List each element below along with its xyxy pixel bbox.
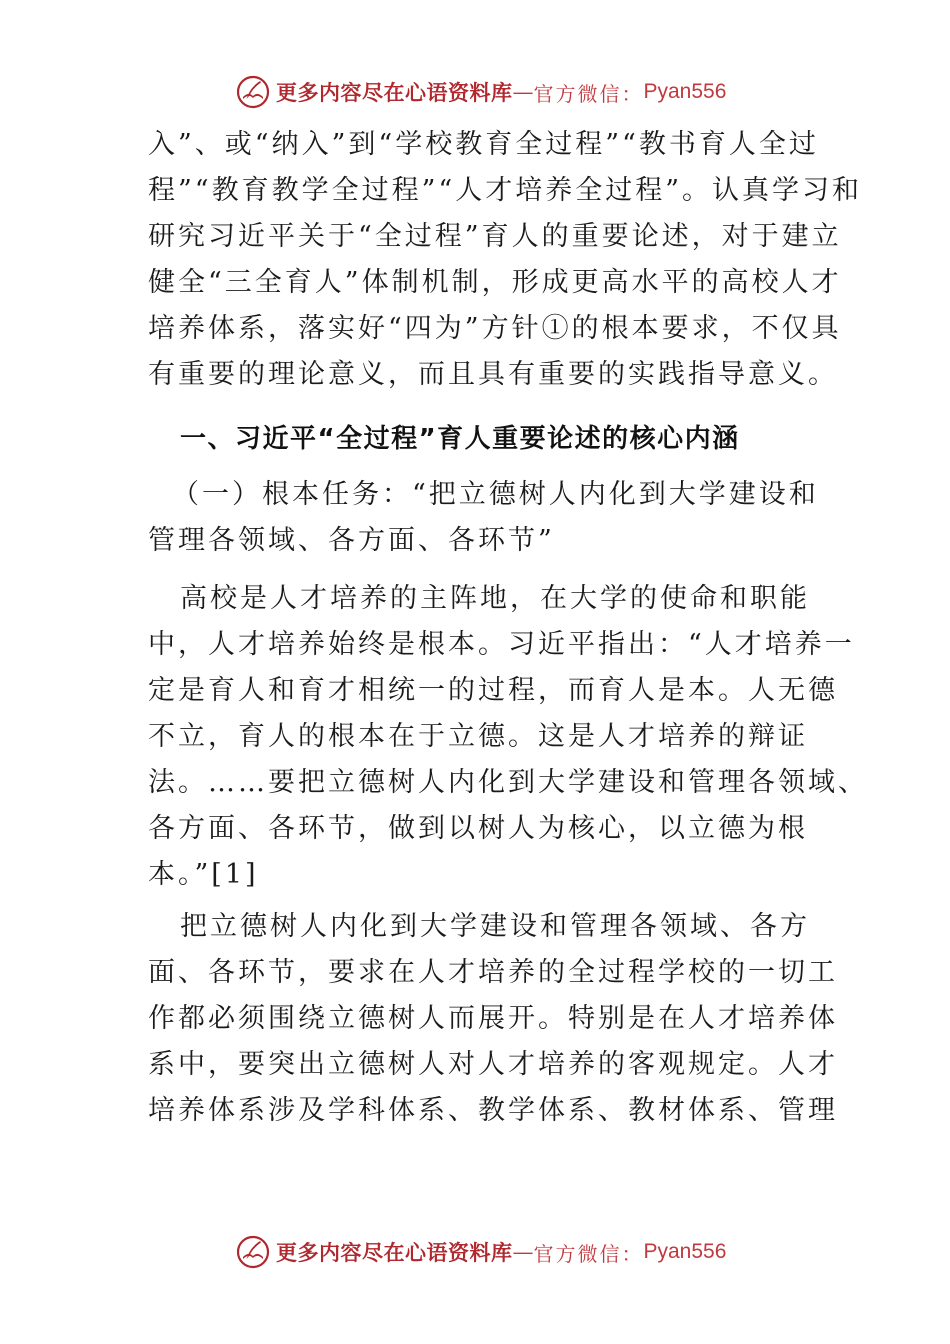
quill-book-icon [236, 1235, 270, 1269]
banner-wechat-id: Pyan556 [643, 80, 727, 103]
text-line: 作都必须围绕立德树人而展开。特别是在人才培养体 [148, 1003, 838, 1034]
banner-wechat-label: 官方微信： [533, 81, 644, 106]
text-line: 高校是人才培养的主阵地，在大学的使命和职能 [180, 583, 810, 614]
text-line: 把立德树人内化到大学建设和管理各领域、各方 [180, 911, 810, 942]
banner-wechat-label: 官方微信： [533, 1241, 644, 1266]
banner-title: 更多内容尽在心语资料库 [276, 1240, 513, 1265]
text-line: 研究习近平关于“全过程”育人的重要论述，对于建立 [148, 221, 842, 252]
subsection-heading [148, 472, 819, 564]
text-line: 面、各环节，要求在人才培养的全过程学校的一切工 [148, 957, 838, 988]
text-line: 管理各领域、各方面、各环节” [148, 525, 555, 556]
header-banner [236, 72, 726, 112]
banner-dash: — [512, 1240, 534, 1264]
section-heading: 一、习近平“全过程”育人重要论述的核心内涵 [180, 424, 740, 454]
text-line: （一）根本任务：“把立德树人内化到大学建设和 [172, 479, 819, 510]
text-line: 培养体系，落实好“四为”方针①的根本要求，不仅具 [148, 313, 842, 344]
text-line: 入”、或“纳入”到“学校教育全过程”“教书育人全过 [148, 129, 819, 160]
banner-wechat-id: Pyan556 [643, 1240, 727, 1263]
paragraph-main [148, 576, 868, 898]
text-line: 健全“三全育人”体制机制，形成更高水平的高校人才 [148, 267, 842, 298]
text-line: 定是育人和育才相统一的过程，而育人是本。人无德 [148, 675, 838, 706]
text-line: 本。”[1] [148, 859, 259, 890]
text-line: 不立，育人的根本在于立德。这是人才培养的辩证 [148, 721, 808, 752]
text-line: 程”“教育教学全过程”“人才培养全过程”。认真学习和 [148, 175, 863, 206]
quill-book-icon [236, 75, 270, 109]
text-line: 有重要的理论意义，而且具有重要的实践指导意义。 [148, 359, 838, 390]
footer-banner [236, 1232, 726, 1272]
banner-title: 更多内容尽在心语资料库 [276, 80, 513, 105]
paragraph-detail [148, 904, 838, 1134]
text-line: 各方面、各环节，做到以树人为核心，以立德为根 [148, 813, 808, 844]
banner-dash: — [512, 80, 534, 104]
paragraph-intro [148, 122, 863, 398]
text-line: 中，人才培养始终是根本。习近平指出：“人才培养一 [148, 629, 855, 660]
text-line: 法。……要把立德树人内化到大学建设和管理各领域、 [148, 767, 868, 798]
text-line: 系中，要突出立德树人对人才培养的客观规定。人才 [148, 1049, 838, 1080]
text-line: 培养体系涉及学科体系、教学体系、教材体系、管理 [148, 1095, 838, 1126]
